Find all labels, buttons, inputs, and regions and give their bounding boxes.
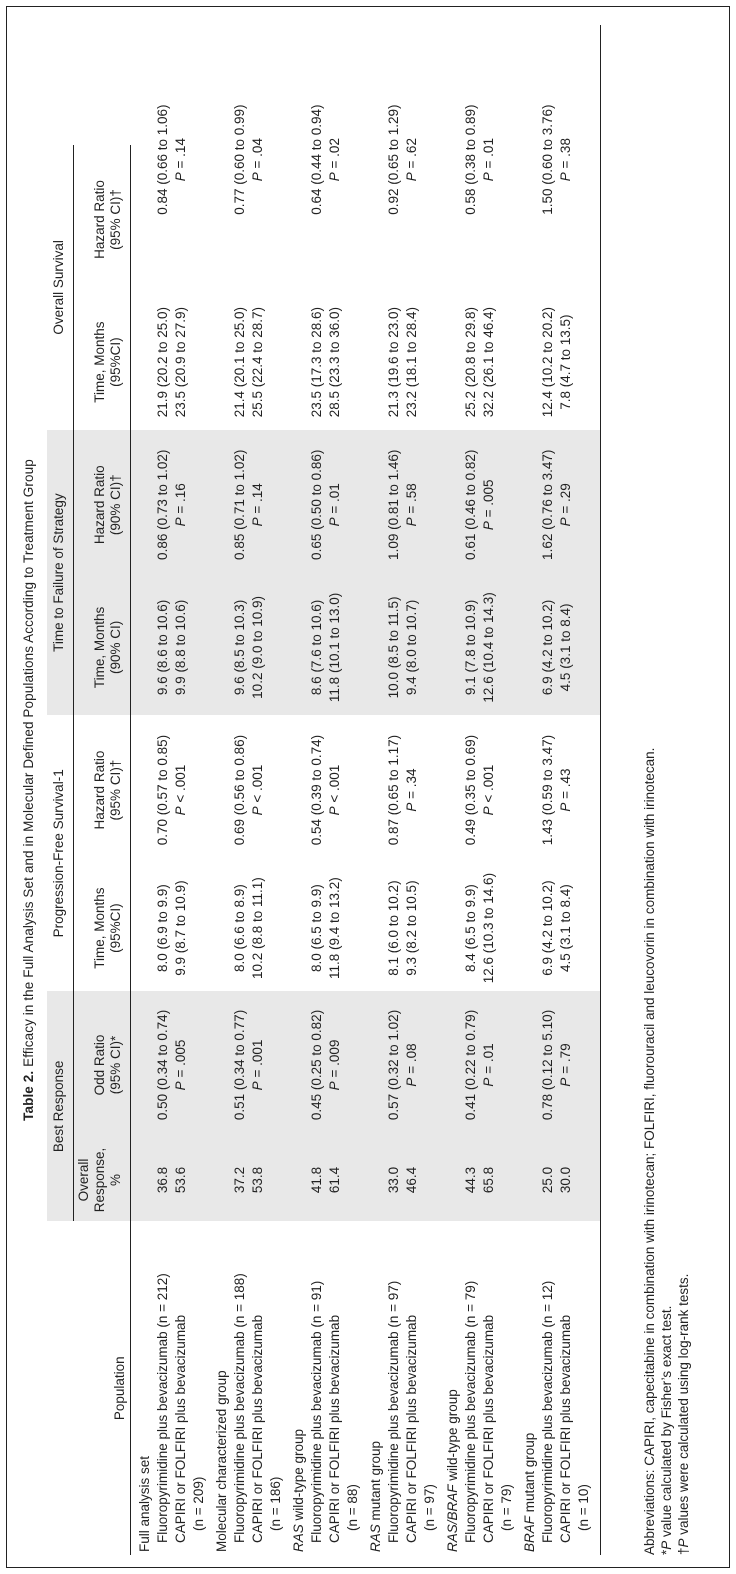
empty-cell bbox=[439, 865, 462, 992]
empty-cell bbox=[516, 1139, 539, 1222]
empty-cell bbox=[267, 715, 285, 865]
empty-cell bbox=[439, 430, 462, 580]
table-row-arm1 bbox=[539, 25, 557, 1555]
empty-cell bbox=[285, 294, 308, 430]
pfs-p-value: P < .001 bbox=[173, 764, 188, 816]
table-caption bbox=[21, 15, 36, 1565]
table-row-group-title bbox=[362, 25, 385, 1555]
ttf-time-arm2: 12.6 (10.4 to 14.3) bbox=[480, 580, 498, 716]
empty-cell bbox=[131, 25, 155, 294]
ttf-time-arm1: 10.0 (8.5 to 11.5) bbox=[385, 580, 403, 716]
empty-cell bbox=[344, 991, 362, 1138]
empty-cell bbox=[344, 25, 362, 294]
header-os-time: Time, Months (95%CI) bbox=[74, 294, 131, 430]
empty-cell bbox=[498, 991, 516, 1138]
arm2-n-label: (n = 88) bbox=[345, 1484, 360, 1531]
empty-cell bbox=[575, 25, 601, 294]
footnote-fisher: *P value calculated by Fisher’s exact test. bbox=[659, 1305, 674, 1555]
arm1-label: Fluoropyrimidine plus bevacizumab (n = 12) bbox=[540, 1280, 555, 1543]
empty-cell bbox=[498, 294, 516, 430]
empty-cell bbox=[208, 580, 231, 716]
empty-cell bbox=[131, 580, 155, 716]
empty-cell bbox=[344, 430, 362, 580]
empty-cell bbox=[516, 715, 539, 865]
os-time-arm2: 7.8 (4.7 to 13.5) bbox=[558, 314, 573, 410]
empty-cell bbox=[190, 25, 208, 294]
arm2-n-label: (n = 209) bbox=[191, 1476, 206, 1531]
empty-cell bbox=[421, 1139, 439, 1222]
pfs-time-arm1: 8.0 (6.5 to 9.9) bbox=[309, 884, 324, 972]
empty-cell bbox=[190, 294, 208, 430]
odd-ratio: 0.78 (0.12 to 5.10) bbox=[539, 991, 557, 1138]
ttf-hazard-ratio: 0.65 (0.50 to 0.86) bbox=[308, 430, 326, 580]
pfs-time-arm1: 6.9 (4.2 to 10.2) bbox=[540, 880, 555, 976]
header-ttf-hazard-ratio: Hazard Ratio (90% CI)† bbox=[74, 430, 131, 580]
table-row-arm2 bbox=[557, 25, 575, 1555]
empty-cell bbox=[421, 865, 439, 992]
header-pfs-hazard-ratio: Hazard Ratio (95% CI)† bbox=[74, 715, 131, 865]
caption-text: Efficacy in the Full Analysis Set and in Molecular Defined Populations According to Treatment Group bbox=[21, 459, 36, 1067]
os-hazard-ratio: 0.58 (0.38 to 0.89) bbox=[463, 104, 478, 215]
table-footnotes bbox=[641, 55, 692, 1555]
table-row-arm1 bbox=[154, 25, 172, 1555]
ttf-time-arm2: 11.8 (10.1 to 13.0) bbox=[326, 580, 344, 716]
empty-cell bbox=[575, 294, 601, 430]
arm2-label: CAPIRI or FOLFIRI plus bevacizumab bbox=[173, 1314, 188, 1543]
empty-cell bbox=[362, 580, 385, 716]
empty-cell bbox=[421, 430, 439, 580]
empty-cell bbox=[421, 294, 439, 430]
empty-cell bbox=[362, 430, 385, 580]
overall-response-arm2: 53.8 bbox=[249, 1139, 267, 1222]
ttf-p-value: P = .005 bbox=[480, 430, 498, 580]
ttf-time-arm1: 9.6 (8.6 to 10.6) bbox=[154, 580, 172, 716]
os-time-arm2: 23.5 (20.9 to 27.9) bbox=[173, 306, 188, 418]
group-title: RAS/BRAF wild-type group bbox=[445, 1389, 460, 1552]
os-time-arm1: 12.4 (10.2 to 20.2) bbox=[540, 306, 555, 418]
ttf-hazard-ratio: 1.62 (0.76 to 3.47) bbox=[539, 430, 557, 580]
overall-response-arm1: 41.8 bbox=[308, 1139, 326, 1222]
arm1-label: Fluoropyrimidine plus bevacizumab (n = 188) bbox=[232, 1273, 247, 1543]
empty-cell bbox=[344, 294, 362, 430]
empty-cell bbox=[190, 580, 208, 716]
table-row-arm2 bbox=[326, 25, 344, 1555]
pfs-time-arm1: 8.4 (6.5 to 9.9) bbox=[463, 884, 478, 972]
odd-ratio-p-value: P = .005 bbox=[172, 991, 190, 1138]
table-row-arm2 bbox=[403, 25, 421, 1555]
empty-cell bbox=[575, 430, 601, 580]
table-row-arm1 bbox=[308, 25, 326, 1555]
table-row-arm2-n bbox=[267, 25, 285, 1555]
empty-cell bbox=[131, 865, 155, 992]
arm2-n-label: (n = 79) bbox=[499, 1484, 514, 1531]
table-row-arm1 bbox=[462, 25, 480, 1555]
odd-ratio: 0.50 (0.34 to 0.74) bbox=[154, 991, 172, 1138]
empty-cell bbox=[190, 715, 208, 865]
pfs-p-value: P = .34 bbox=[404, 768, 419, 812]
pfs-time-arm2: 9.3 (8.2 to 10.5) bbox=[404, 880, 419, 976]
empty-cell bbox=[131, 294, 155, 430]
group-title: RAS mutant group bbox=[368, 1440, 383, 1552]
os-hazard-ratio: 0.64 (0.44 to 0.94) bbox=[309, 104, 324, 215]
pfs-time-arm2: 11.8 (9.4 to 13.2) bbox=[327, 877, 342, 980]
overall-response-arm2: 61.4 bbox=[326, 1139, 344, 1222]
empty-cell bbox=[131, 1139, 155, 1222]
os-time-arm2: 28.5 (23.3 to 36.0) bbox=[327, 306, 342, 418]
ttf-time-arm2: 9.4 (8.0 to 10.7) bbox=[403, 580, 421, 716]
empty-cell bbox=[208, 25, 231, 294]
arm1-label: Fluoropyrimidine plus bevacizumab (n = 91) bbox=[309, 1280, 324, 1543]
arm1-label: Fluoropyrimidine plus bevacizumab (n = 97) bbox=[386, 1280, 401, 1543]
table-row-group-title bbox=[208, 25, 231, 1555]
header-pfs: Progression-Free Survival-1 bbox=[47, 715, 74, 991]
arm1-label: Fluoropyrimidine plus bevacizumab (n = 79) bbox=[463, 1280, 478, 1543]
arm2-label: CAPIRI or FOLFIRI plus bevacizumab bbox=[327, 1314, 342, 1543]
empty-cell bbox=[421, 715, 439, 865]
os-time-arm2: 23.2 (18.1 to 28.4) bbox=[404, 306, 419, 418]
empty-cell bbox=[131, 715, 155, 865]
footnote-logrank: †P values were calculated using log-rank tests. bbox=[676, 1273, 691, 1555]
table-row-group-title bbox=[285, 25, 308, 1555]
os-p-value: P = .38 bbox=[558, 138, 573, 182]
empty-cell bbox=[575, 580, 601, 716]
empty-cell bbox=[421, 25, 439, 294]
odd-ratio: 0.51 (0.34 to 0.77) bbox=[231, 991, 249, 1138]
empty-cell bbox=[575, 865, 601, 992]
empty-cell bbox=[362, 865, 385, 992]
pfs-hazard-ratio: 0.70 (0.57 to 0.85) bbox=[155, 734, 170, 846]
group-title: Molecular characterized group bbox=[214, 1370, 229, 1552]
ttf-time-arm1: 9.6 (8.5 to 10.3) bbox=[231, 580, 249, 716]
odd-ratio-p-value: P = .001 bbox=[249, 991, 267, 1138]
os-p-value: P = .62 bbox=[404, 138, 419, 182]
pfs-p-value: P < .001 bbox=[481, 764, 496, 816]
pfs-hazard-ratio: 0.54 (0.39 to 0.74) bbox=[309, 734, 324, 846]
ttf-time-arm1: 6.9 (4.2 to 10.2) bbox=[539, 580, 557, 716]
empty-cell bbox=[285, 580, 308, 716]
table-row-arm2 bbox=[249, 25, 267, 1555]
header-odd-ratio: Odd Ratio (95% CI)* bbox=[74, 991, 131, 1138]
pfs-hazard-ratio: 0.87 (0.65 to 1.17) bbox=[386, 734, 401, 846]
os-time-arm1: 21.9 (20.2 to 25.0) bbox=[155, 306, 170, 418]
pfs-hazard-ratio: 1.43 (0.59 to 3.47) bbox=[540, 734, 555, 846]
empty-cell bbox=[190, 865, 208, 992]
os-hazard-ratio: 0.77 (0.60 to 0.99) bbox=[232, 104, 247, 215]
ttf-time-arm1: 8.6 (7.6 to 10.6) bbox=[308, 580, 326, 716]
ttf-time-arm2: 9.9 (8.8 to 10.6) bbox=[172, 580, 190, 716]
odd-ratio: 0.41 (0.22 to 0.79) bbox=[462, 991, 480, 1138]
empty-cell bbox=[439, 715, 462, 865]
pfs-time-arm2: 12.6 (10.3 to 14.6) bbox=[481, 872, 496, 984]
group-title: Full analysis set bbox=[137, 1455, 152, 1552]
os-time-arm2: 25.5 (22.4 to 28.7) bbox=[250, 306, 265, 418]
empty-cell bbox=[208, 865, 231, 992]
odd-ratio-p-value: P = .79 bbox=[557, 991, 575, 1138]
ttf-time-arm1: 9.1 (7.8 to 10.9) bbox=[462, 580, 480, 716]
empty-cell bbox=[575, 991, 601, 1138]
os-time-arm2: 32.2 (26.1 to 46.4) bbox=[481, 306, 496, 418]
overall-response-arm2: 46.4 bbox=[403, 1139, 421, 1222]
arm2-label: CAPIRI or FOLFIRI plus bevacizumab bbox=[404, 1314, 419, 1543]
arm2-label: CAPIRI or FOLFIRI plus bevacizumab bbox=[558, 1314, 573, 1543]
empty-cell bbox=[190, 1139, 208, 1222]
pfs-p-value: P < .001 bbox=[327, 764, 342, 816]
pfs-time-arm2: 10.2 (8.8 to 11.1) bbox=[250, 877, 265, 980]
header-os: Overall Survival bbox=[47, 145, 74, 430]
empty-cell bbox=[285, 715, 308, 865]
empty-cell bbox=[362, 715, 385, 865]
empty-cell bbox=[285, 25, 308, 294]
header-os-hazard-ratio: Hazard Ratio (95% CI)† bbox=[74, 145, 131, 295]
empty-cell bbox=[516, 25, 539, 294]
os-time-arm1: 21.4 (20.1 to 25.0) bbox=[232, 306, 247, 418]
empty-cell bbox=[190, 991, 208, 1138]
empty-cell bbox=[575, 1139, 601, 1222]
empty-cell bbox=[208, 294, 231, 430]
empty-cell bbox=[439, 1139, 462, 1222]
os-hazard-ratio: 1.50 (0.60 to 3.76) bbox=[540, 104, 555, 215]
ttf-hazard-ratio: 1.09 (0.81 to 1.46) bbox=[385, 430, 403, 580]
empty-cell bbox=[267, 580, 285, 716]
empty-cell bbox=[131, 991, 155, 1138]
os-hazard-ratio: 0.84 (0.66 to 1.06) bbox=[155, 104, 170, 215]
os-hazard-ratio: 0.92 (0.65 to 1.29) bbox=[386, 104, 401, 215]
table-row-arm2-n bbox=[421, 25, 439, 1555]
table-body bbox=[131, 25, 601, 1555]
empty-cell bbox=[498, 865, 516, 992]
arm1-label: Fluoropyrimidine plus bevacizumab (n = 212) bbox=[155, 1273, 170, 1543]
rotated-table-container bbox=[13, 15, 725, 1565]
overall-response-arm1: 44.3 bbox=[462, 1139, 480, 1222]
table-row-arm2-n bbox=[498, 25, 516, 1555]
footnote-abbreviations: Abbreviations: CAPIRI, capecitabine in combination with irinotecan; FOLFIRI, fluorouracil and leucovorin in combination with irinotecan. bbox=[642, 747, 657, 1555]
ttf-hazard-ratio: 0.86 (0.73 to 1.02) bbox=[154, 430, 172, 580]
header-population: Population bbox=[47, 1221, 131, 1555]
empty-cell bbox=[208, 1139, 231, 1222]
odd-ratio: 0.57 (0.32 to 1.02) bbox=[385, 991, 403, 1138]
overall-response-arm1: 33.0 bbox=[385, 1139, 403, 1222]
overall-response-arm1: 36.8 bbox=[154, 1139, 172, 1222]
empty-cell bbox=[362, 1139, 385, 1222]
odd-ratio-p-value: P = .009 bbox=[326, 991, 344, 1138]
empty-cell bbox=[498, 580, 516, 716]
pfs-time-arm2: 9.9 (8.7 to 10.9) bbox=[173, 880, 188, 976]
odd-ratio-p-value: P = .08 bbox=[403, 991, 421, 1138]
empty-cell bbox=[285, 991, 308, 1138]
empty-cell bbox=[285, 1139, 308, 1222]
empty-cell bbox=[267, 1139, 285, 1222]
overall-response-arm1: 37.2 bbox=[231, 1139, 249, 1222]
pfs-hazard-ratio: 0.69 (0.56 to 0.86) bbox=[232, 734, 247, 846]
empty-cell bbox=[344, 580, 362, 716]
empty-cell bbox=[208, 991, 231, 1138]
empty-cell bbox=[439, 25, 462, 294]
header-best-response: Best Response bbox=[47, 991, 74, 1221]
table-row-group-title bbox=[439, 25, 462, 1555]
empty-cell bbox=[421, 991, 439, 1138]
group-title: RAS wild-type group bbox=[291, 1428, 306, 1552]
empty-cell bbox=[131, 430, 155, 580]
empty-cell bbox=[498, 25, 516, 294]
os-p-value: P = .14 bbox=[173, 138, 188, 182]
ttf-p-value: P = .01 bbox=[326, 430, 344, 580]
empty-cell bbox=[498, 715, 516, 865]
table-row-arm1 bbox=[385, 25, 403, 1555]
empty-cell bbox=[267, 25, 285, 294]
table-row-arm2-n bbox=[575, 25, 601, 1555]
os-time-arm1: 23.5 (17.3 to 28.6) bbox=[309, 306, 324, 418]
table-row-arm2 bbox=[480, 25, 498, 1555]
empty-cell bbox=[267, 865, 285, 992]
os-time-arm1: 21.3 (19.6 to 23.0) bbox=[386, 306, 401, 418]
empty-cell bbox=[267, 991, 285, 1138]
caption-label: Table 2. bbox=[21, 1070, 36, 1121]
empty-cell bbox=[516, 991, 539, 1138]
odd-ratio-p-value: P = .01 bbox=[480, 991, 498, 1138]
ttf-time-arm2: 4.5 (3.1 to 8.4) bbox=[557, 580, 575, 716]
efficacy-table bbox=[47, 25, 601, 1555]
empty-cell bbox=[516, 294, 539, 430]
pfs-time-arm1: 8.1 (6.0 to 10.2) bbox=[386, 880, 401, 976]
empty-cell bbox=[267, 294, 285, 430]
table-frame bbox=[6, 6, 730, 1568]
empty-cell bbox=[516, 580, 539, 716]
group-title: BRAF mutant group bbox=[522, 1432, 537, 1552]
os-p-value: P = .01 bbox=[481, 138, 496, 182]
empty-cell bbox=[208, 715, 231, 865]
empty-cell bbox=[439, 991, 462, 1138]
pfs-hazard-ratio: 0.49 (0.35 to 0.69) bbox=[463, 734, 478, 846]
arm2-n-label: (n = 10) bbox=[575, 1221, 601, 1555]
empty-cell bbox=[362, 294, 385, 430]
header-ttf: Time to Failure of Strategy bbox=[47, 430, 74, 715]
empty-cell bbox=[362, 991, 385, 1138]
empty-cell bbox=[362, 25, 385, 294]
ttf-hazard-ratio: 0.85 (0.71 to 1.02) bbox=[231, 430, 249, 580]
arm2-label: CAPIRI or FOLFIRI plus bevacizumab bbox=[481, 1314, 496, 1543]
empty-cell bbox=[498, 1139, 516, 1222]
overall-response-arm2: 53.6 bbox=[172, 1139, 190, 1222]
empty-cell bbox=[421, 580, 439, 716]
empty-cell bbox=[285, 430, 308, 580]
arm2-n-label: (n = 97) bbox=[422, 1484, 437, 1531]
ttf-hazard-ratio: 0.61 (0.46 to 0.82) bbox=[462, 430, 480, 580]
empty-cell bbox=[267, 430, 285, 580]
arm2-label: CAPIRI or FOLFIRI plus bevacizumab bbox=[250, 1314, 265, 1543]
empty-cell bbox=[344, 865, 362, 992]
overall-response-arm2: 30.0 bbox=[557, 1139, 575, 1222]
arm2-n-label: (n = 186) bbox=[268, 1476, 283, 1531]
empty-cell bbox=[498, 430, 516, 580]
os-time-arm1: 25.2 (20.8 to 29.8) bbox=[463, 306, 478, 418]
pfs-time-arm2: 4.5 (3.1 to 8.4) bbox=[558, 884, 573, 972]
empty-cell bbox=[516, 430, 539, 580]
table-row-arm2-n bbox=[190, 25, 208, 1555]
pfs-p-value: P = .43 bbox=[558, 768, 573, 812]
ttf-p-value: P = .16 bbox=[172, 430, 190, 580]
empty-cell bbox=[344, 1139, 362, 1222]
empty-cell bbox=[208, 430, 231, 580]
header-ttf-time: Time, Months (90% CI) bbox=[74, 580, 131, 716]
os-p-value: P = .04 bbox=[250, 138, 265, 182]
empty-cell bbox=[190, 430, 208, 580]
ttf-time-arm2: 10.2 (9.0 to 10.9) bbox=[249, 580, 267, 716]
table-row-group-title bbox=[516, 25, 539, 1555]
os-p-value: P = .02 bbox=[327, 138, 342, 182]
overall-response-arm2: 65.8 bbox=[480, 1139, 498, 1222]
table-row-arm1 bbox=[231, 25, 249, 1555]
header-pfs-time: Time, Months (95%CI) bbox=[74, 865, 131, 992]
header-overall-response: Overall Response, % bbox=[74, 1139, 131, 1222]
empty-cell bbox=[344, 715, 362, 865]
empty-cell bbox=[439, 294, 462, 430]
ttf-p-value: P = .58 bbox=[403, 430, 421, 580]
ttf-p-value: P = .29 bbox=[557, 430, 575, 580]
empty-cell bbox=[439, 580, 462, 716]
pfs-time-arm1: 8.0 (6.9 to 9.9) bbox=[155, 884, 170, 972]
ttf-p-value: P = .14 bbox=[249, 430, 267, 580]
table-row-arm2-n bbox=[344, 25, 362, 1555]
empty-cell bbox=[575, 715, 601, 865]
pfs-p-value: P < .001 bbox=[250, 764, 265, 816]
overall-response-arm1: 25.0 bbox=[539, 1139, 557, 1222]
pfs-time-arm1: 8.0 (6.6 to 8.9) bbox=[232, 884, 247, 972]
table-row-group-title bbox=[131, 25, 155, 1555]
empty-cell bbox=[516, 865, 539, 992]
empty-cell bbox=[285, 865, 308, 992]
odd-ratio: 0.45 (0.25 to 0.82) bbox=[308, 991, 326, 1138]
table-row-arm2 bbox=[172, 25, 190, 1555]
